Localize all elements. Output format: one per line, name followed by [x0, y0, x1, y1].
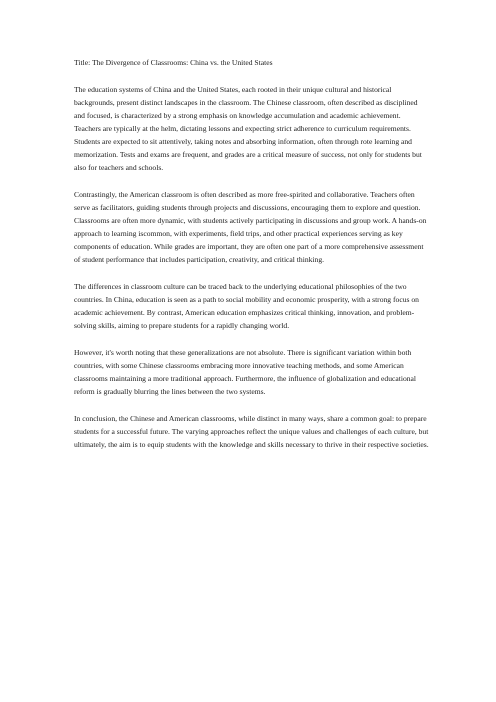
document-title: Title: The Divergence of Classrooms: China vs. the United States [74, 58, 273, 67]
paragraph-generalizations: However, it's worth noting that these generalizations are not absolute. There is significant variation within both countries, with some Chinese classrooms embracing more innovative teaching methods, and some American classrooms maintaining a more traditional approach. Furthermore, the influence of globalization and educational reform is gradually blurring the lines between the two systems. [74, 347, 417, 396]
paragraph-intro-china: The education systems of China and the United States, each rooted in their unique cultural and historical backgrounds, present distinct landscapes in the classroom. The Chinese classroom, often described as disciplined and focused, is characterized by a strong emphasis on knowledge accumulation and academic achievement. Teachers are typically at the helm, dictating lessons and expecting strict adherence to curriculum requirements. Students are expected to sit attentively, taking notes and absorbing information, often through rote learning and memorization. Tests and exams are frequent, and grades are a critical measure of success, not only for students but also for teachers and schools. [74, 84, 422, 173]
paragraph-philosophies: The differences in classroom culture can be traced back to the underlying educational philosophies of the two countries. In China, education is seen as a path to social mobility and economic prosperity, with a strong focus on academic achievement. By contrast, American education emphasizes critical thinking, innovation, and problem-solving skills, aiming to prepare students for a rapidly changing world. [74, 281, 419, 331]
paragraph-american-classroom: Contrastingly, the American classroom is often described as more free-spirited and collaborative. Teachers often serve as facilitators, guiding students through projects and discussions, encouraging them to explore and question. Classrooms are often more dynamic, with students actively participating in discussions and group work. A hands-on approach to learning iscommon, with experiments, field trips, and other practical experiences serving as key components of education. While grades are important, they are often one part of a more comprehensive assessment of student performance that includes participation, creativity, and critical thinking. [74, 189, 427, 265]
paragraph-conclusion: In conclusion, the Chinese and American classrooms, while distinct in many ways, share a common goal: to prepare students for a successful future. The varying approaches reflect the unique values and challenges of each culture, but ultimately, the aim is to equip students with the knowledge and skills necessary to thrive in their respective societies. [74, 413, 429, 449]
document-body [74, 56, 429, 464]
